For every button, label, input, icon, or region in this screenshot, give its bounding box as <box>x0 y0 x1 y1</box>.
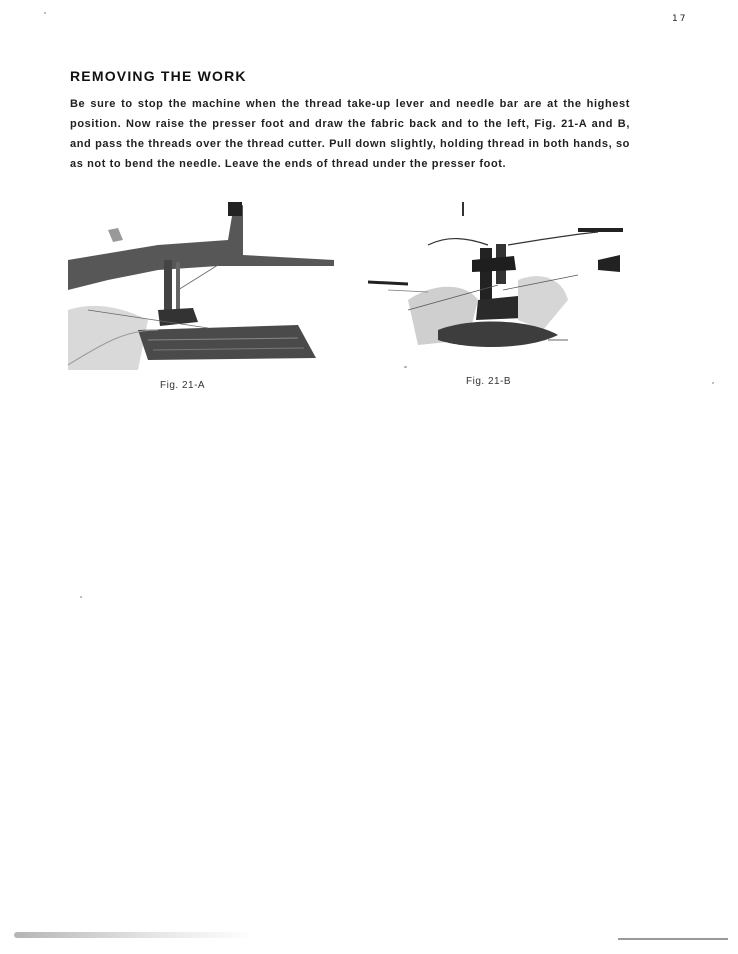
figure-21b-photo <box>368 200 628 370</box>
scan-speck <box>80 596 82 598</box>
scan-speck <box>712 382 714 384</box>
instruction-paragraph: Be sure to stop the machine when the thread take-up lever and needle bar are at the highest position. Now raise the presser foot and draw the fabric back and to the left, Fig. 21-A and B, and pass the threads over the thread cutter. Pull down slightly, holding thread in both hands, so as not to bend the needle. Leave the ends of thread under the presser foot. <box>70 98 630 170</box>
sewing-machine-photo-icon <box>68 200 334 370</box>
figure-21a-photo <box>68 200 334 370</box>
page-number: 17 <box>672 14 688 24</box>
scan-speck <box>404 366 407 368</box>
scan-edge-line <box>618 938 728 940</box>
section-title: REMOVING THE WORK <box>70 68 247 84</box>
scan-speck <box>44 12 46 14</box>
scan-smudge <box>14 932 254 938</box>
sewing-machine-photo-icon <box>368 200 628 370</box>
figure-21a-caption: Fig. 21-A <box>160 380 206 391</box>
figure-21b-caption: Fig. 21-B <box>466 376 512 387</box>
